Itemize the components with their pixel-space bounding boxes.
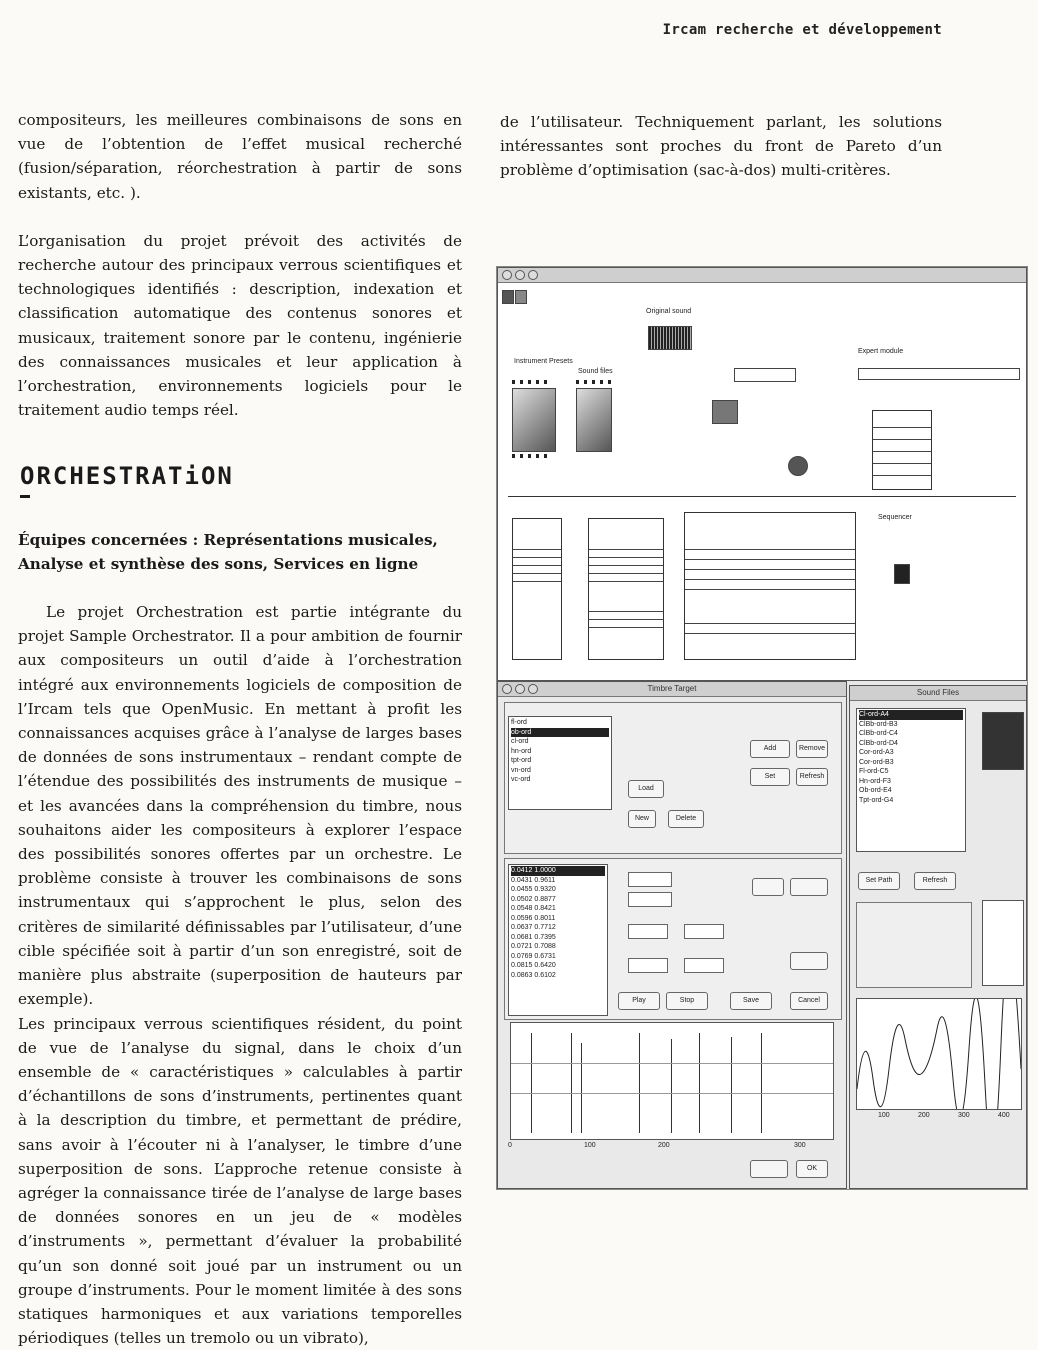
action-button[interactable]: [790, 952, 828, 970]
label-expert-module: Expert module: [858, 348, 903, 355]
waveform-preview: [982, 712, 1024, 770]
paragraph: L’organisation du projet prévoit des activités de recherche autour des principaux verrous scientifiques et technologiques identifiés : description, indexation et classification automatique des contenus sonores et musicaux, traitement sonore par le contenu, ingénierie des connaissances musicales et leur application à l’orchestration, environnements logiciels pour le traitement audio temps réel.: [18, 229, 462, 423]
output-icon: [894, 564, 910, 584]
cancel-button[interactable]: Cancel: [790, 992, 828, 1010]
label-original-sound: Original sound: [646, 308, 691, 315]
envelope-plot: [982, 900, 1024, 986]
play-button[interactable]: Play: [618, 992, 660, 1010]
target-list-item[interactable]: tpt-ord: [511, 756, 609, 766]
paragraph: Les principaux verrous scientifiques résident, du point de vue de l’analyse du signal, dans le choix d’un ensemble de « caractéristiques » calculables à partir d’échantillons de sons d’instruments, pertinentes quant à la description du timbre, et permettant de prédire, sans avoir à l’écouter ni à l’analyser, le timbre d’une superposition de sons. L’approche retenue consiste à agréger la connaissance tirée de l’analyse de large bases de données sonores en un jeu de « modèles d’instruments », permettant d’évaluer la probabilité qu’un son donné soit joué par un instrument ou un groupe d’instruments. Pour le moment limitée à des sons statiques harmoniques et aux variations temporelles périodiques (telles un tremolo ou un vibrato),: [18, 1012, 462, 1350]
axis-tick: 100: [878, 1112, 890, 1119]
patch-window: [497, 267, 1027, 681]
solver-icon: [788, 456, 808, 476]
section-rule: [20, 495, 30, 498]
target-list-item[interactable]: hn-ord: [511, 747, 609, 757]
action-button[interactable]: [790, 878, 828, 896]
settings-field[interactable]: [628, 892, 672, 907]
target-list-item[interactable]: fl-ord: [511, 718, 609, 728]
refresh-button[interactable]: Refresh: [796, 768, 828, 786]
action-button[interactable]: [752, 878, 784, 896]
settings-field[interactable]: [628, 958, 668, 973]
axis-tick: 300: [794, 1142, 806, 1149]
teams-heading: Équipes concernées : Représentations musicales, Analyse et synthèse des sons, Services en ligne: [18, 528, 462, 576]
timbre-target-window: [497, 681, 847, 1189]
section-title: ORCHESTRATiON: [20, 464, 462, 488]
target-list-item[interactable]: vn-ord: [511, 766, 609, 776]
delete-button[interactable]: Delete: [668, 810, 704, 828]
text-input-box[interactable]: [734, 368, 796, 382]
best-targets-list[interactable]: 0.0412 1.0000 0.0431 0.9611 0.0455 0.9320 0.0502 0.8877 0.0548 0.8421 0.0596 0.8011 0.0637 0.7712 0.0681 0.7395 0.0721 0.7088 0.0769 0.6731 0.0815 0.6420 0.0863 0.6102: [508, 864, 608, 1016]
running-head: Ircam recherche et développement: [663, 22, 942, 38]
waveform-box: [648, 326, 692, 350]
ok-button[interactable]: OK: [796, 1160, 828, 1178]
paragraph: compositeurs, les meilleures combinaisons de sons en vue de l’obtention de l’effet musical recherché (fusion/séparation, réorchestration à partir de sons existants, etc. ).: [18, 108, 462, 205]
label-sequencer: Sequencer: [878, 514, 912, 521]
spectrum-plot-2: [856, 998, 1022, 1110]
remove-button[interactable]: Remove: [796, 740, 828, 758]
axis-tick: 100: [584, 1142, 596, 1149]
paragraph: Le projet Orchestration est partie intégrante du projet Sample Orchestrator. Il a pour ambition de fournir aux compositeurs un outil d’aide à l’orchestration intégré aux environnements logiciels de composition de l’Ircam tels que OpenMusic. En mettant à profit les connaissances acquises grâce à l’analyse de larges bases de données de sons instrumentaux – rendant compte de l’étendue des possibilités des instruments de musique – et les avancées dans la compréhension du timbre, nous souhaitons aider les compositeurs à explorer l’espace des possibilités sonores offertes par un orchestre. Le problème consiste à trouver les combinaisons de sons instrumentaux qui s’approchent le plus, selon des critères de similarité définissables par l’utilisateur, d’une cible spécifiée soit à partir d’un son enregistré, soit de manière plus abstraite (superposition de hauteurs par exemple).: [18, 600, 462, 1011]
spectrum-curve: [857, 999, 1021, 1109]
axis-tick: 200: [658, 1142, 670, 1149]
set-button[interactable]: Set: [750, 768, 790, 786]
add-button[interactable]: Add: [750, 740, 790, 758]
left-column: [18, 108, 462, 1350]
label-instrument-presets: Instrument Presets: [514, 358, 573, 365]
axis-tick: 400: [998, 1112, 1010, 1119]
score-editor: [684, 512, 856, 660]
score-editor: [512, 518, 562, 660]
load-button[interactable]: Load: [628, 780, 664, 798]
patch-icon: [515, 290, 527, 304]
timbre-target-title: Timbre Target: [648, 684, 697, 693]
patch-window-titlebar: [498, 268, 1026, 283]
axis-tick: 0: [508, 1142, 512, 1149]
label-sound-files: Sound files: [578, 368, 613, 375]
chord-editor: [872, 410, 932, 490]
stop-button[interactable]: Stop: [666, 992, 708, 1010]
sound-files-list[interactable]: Cl-ord-A4 ClBb-ord-B3 ClBb-ord-C4 ClBb-ord-D4 Cor-ord-A3 Cor-ord-B3 Fl-ord-C5 Hn-ord-F3 Ob-ord-E4 Tpt-ord-G4: [856, 708, 966, 852]
new-button[interactable]: New: [628, 810, 656, 828]
score-editor: [588, 518, 664, 660]
settings-field[interactable]: [684, 958, 724, 973]
settings-field[interactable]: [684, 924, 724, 939]
patch-icon: [502, 290, 514, 304]
spectrum-plot: [510, 1022, 834, 1140]
orchestra-icon: [712, 400, 738, 424]
axis-tick: 300: [958, 1112, 970, 1119]
set-path-button[interactable]: Set Path: [858, 872, 900, 890]
software-screenshot: [496, 266, 1028, 1190]
target-list-item[interactable]: cl-ord: [511, 737, 609, 747]
target-list-item[interactable]: ob-ord: [511, 728, 609, 738]
sound-files-window: [849, 685, 1027, 1189]
paragraph: de l’utilisateur. Techniquement parlant, les solutions intéressantes sont proches du front de Pareto d’un problème d’optimisation (sac-à-dos) multi-critères.: [500, 110, 942, 183]
expert-input[interactable]: [858, 368, 1020, 380]
sound-files-box[interactable]: [576, 388, 612, 452]
refresh-button[interactable]: Refresh: [914, 872, 956, 890]
sound-files-title: Sound Files: [917, 688, 959, 697]
settings-field[interactable]: [628, 924, 668, 939]
info-panel: [856, 902, 972, 988]
cancel-button[interactable]: [750, 1160, 788, 1178]
target-list-item[interactable]: vc-ord: [511, 775, 609, 785]
right-column: [500, 110, 942, 183]
axis-tick: 200: [918, 1112, 930, 1119]
save-button[interactable]: Save: [730, 992, 772, 1010]
target-list[interactable]: [508, 716, 612, 810]
settings-field[interactable]: [628, 872, 672, 887]
instrument-presets-box[interactable]: [512, 388, 556, 452]
